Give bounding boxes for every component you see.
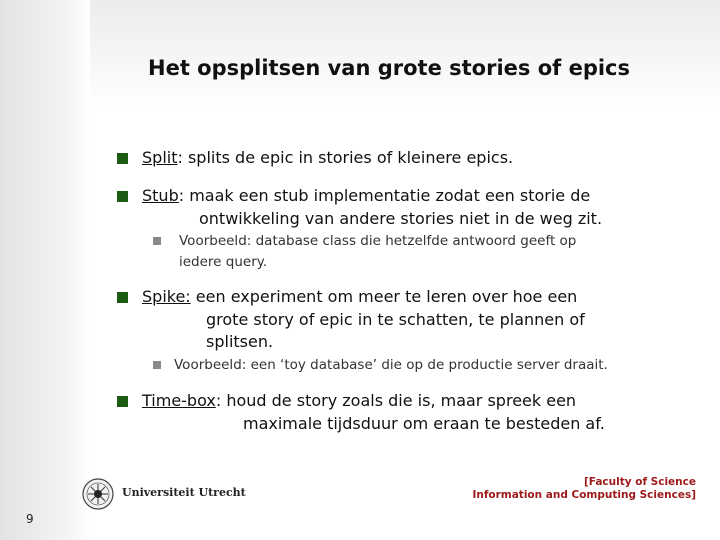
page-number: 9: [26, 512, 34, 526]
term-spike: Spike:: [142, 287, 191, 306]
term-timebox: Time-box: [142, 391, 216, 410]
spike-text-line1: een experiment om meer te leren over hoe een: [190, 287, 578, 306]
stub-text-line1: : maak een stub implementatie zodat een storie de: [178, 186, 591, 205]
spike-text-line3: splitsen.: [206, 332, 274, 351]
term-split: Split: [142, 148, 178, 167]
background-left-shade: [0, 0, 90, 540]
bullet-marker: [117, 191, 128, 202]
spike-example-line1: Voorbeeld: een ‘toy database’ die op de productie server draait.: [174, 357, 608, 373]
sub-bullet-marker: [153, 361, 161, 369]
background-top-shade: [0, 0, 720, 110]
timebox-text-line1: : houd de story zoals die is, maar spreek een: [215, 391, 577, 410]
bullet-spike: [142, 286, 577, 308]
bullet-stub: [142, 185, 590, 207]
slide-title: Het opsplitsen van grote stories of epics: [148, 56, 630, 80]
stub-example-line2: iedere query.: [179, 254, 268, 270]
university-name: Universiteit Utrecht: [122, 486, 246, 499]
timebox-text-line2: maximale tijdsduur om eraan te besteden af.: [243, 414, 605, 433]
department-label: Information and Computing Sciences]: [472, 489, 696, 501]
stub-example-line1: Voorbeeld: database class die hetzelfde antwoord geeft op: [179, 233, 577, 249]
faculty-label: [Faculty of Science: [583, 476, 696, 488]
bullet-marker: [117, 153, 128, 164]
bullet-marker: [117, 396, 128, 407]
term-stub: Stub: [142, 186, 179, 205]
bullet-split: [142, 147, 513, 169]
stub-text-line2: ontwikkeling van andere stories niet in de weg zit.: [199, 209, 603, 228]
split-text: : splits de epic in stories of kleinere epics.: [177, 148, 514, 167]
bullet-timebox: [142, 390, 576, 412]
uu-seal-icon: [82, 478, 114, 510]
bullet-marker: [117, 292, 128, 303]
spike-text-line2: grote story of epic in te schatten, te plannen of: [206, 310, 585, 329]
sub-bullet-marker: [153, 237, 161, 245]
